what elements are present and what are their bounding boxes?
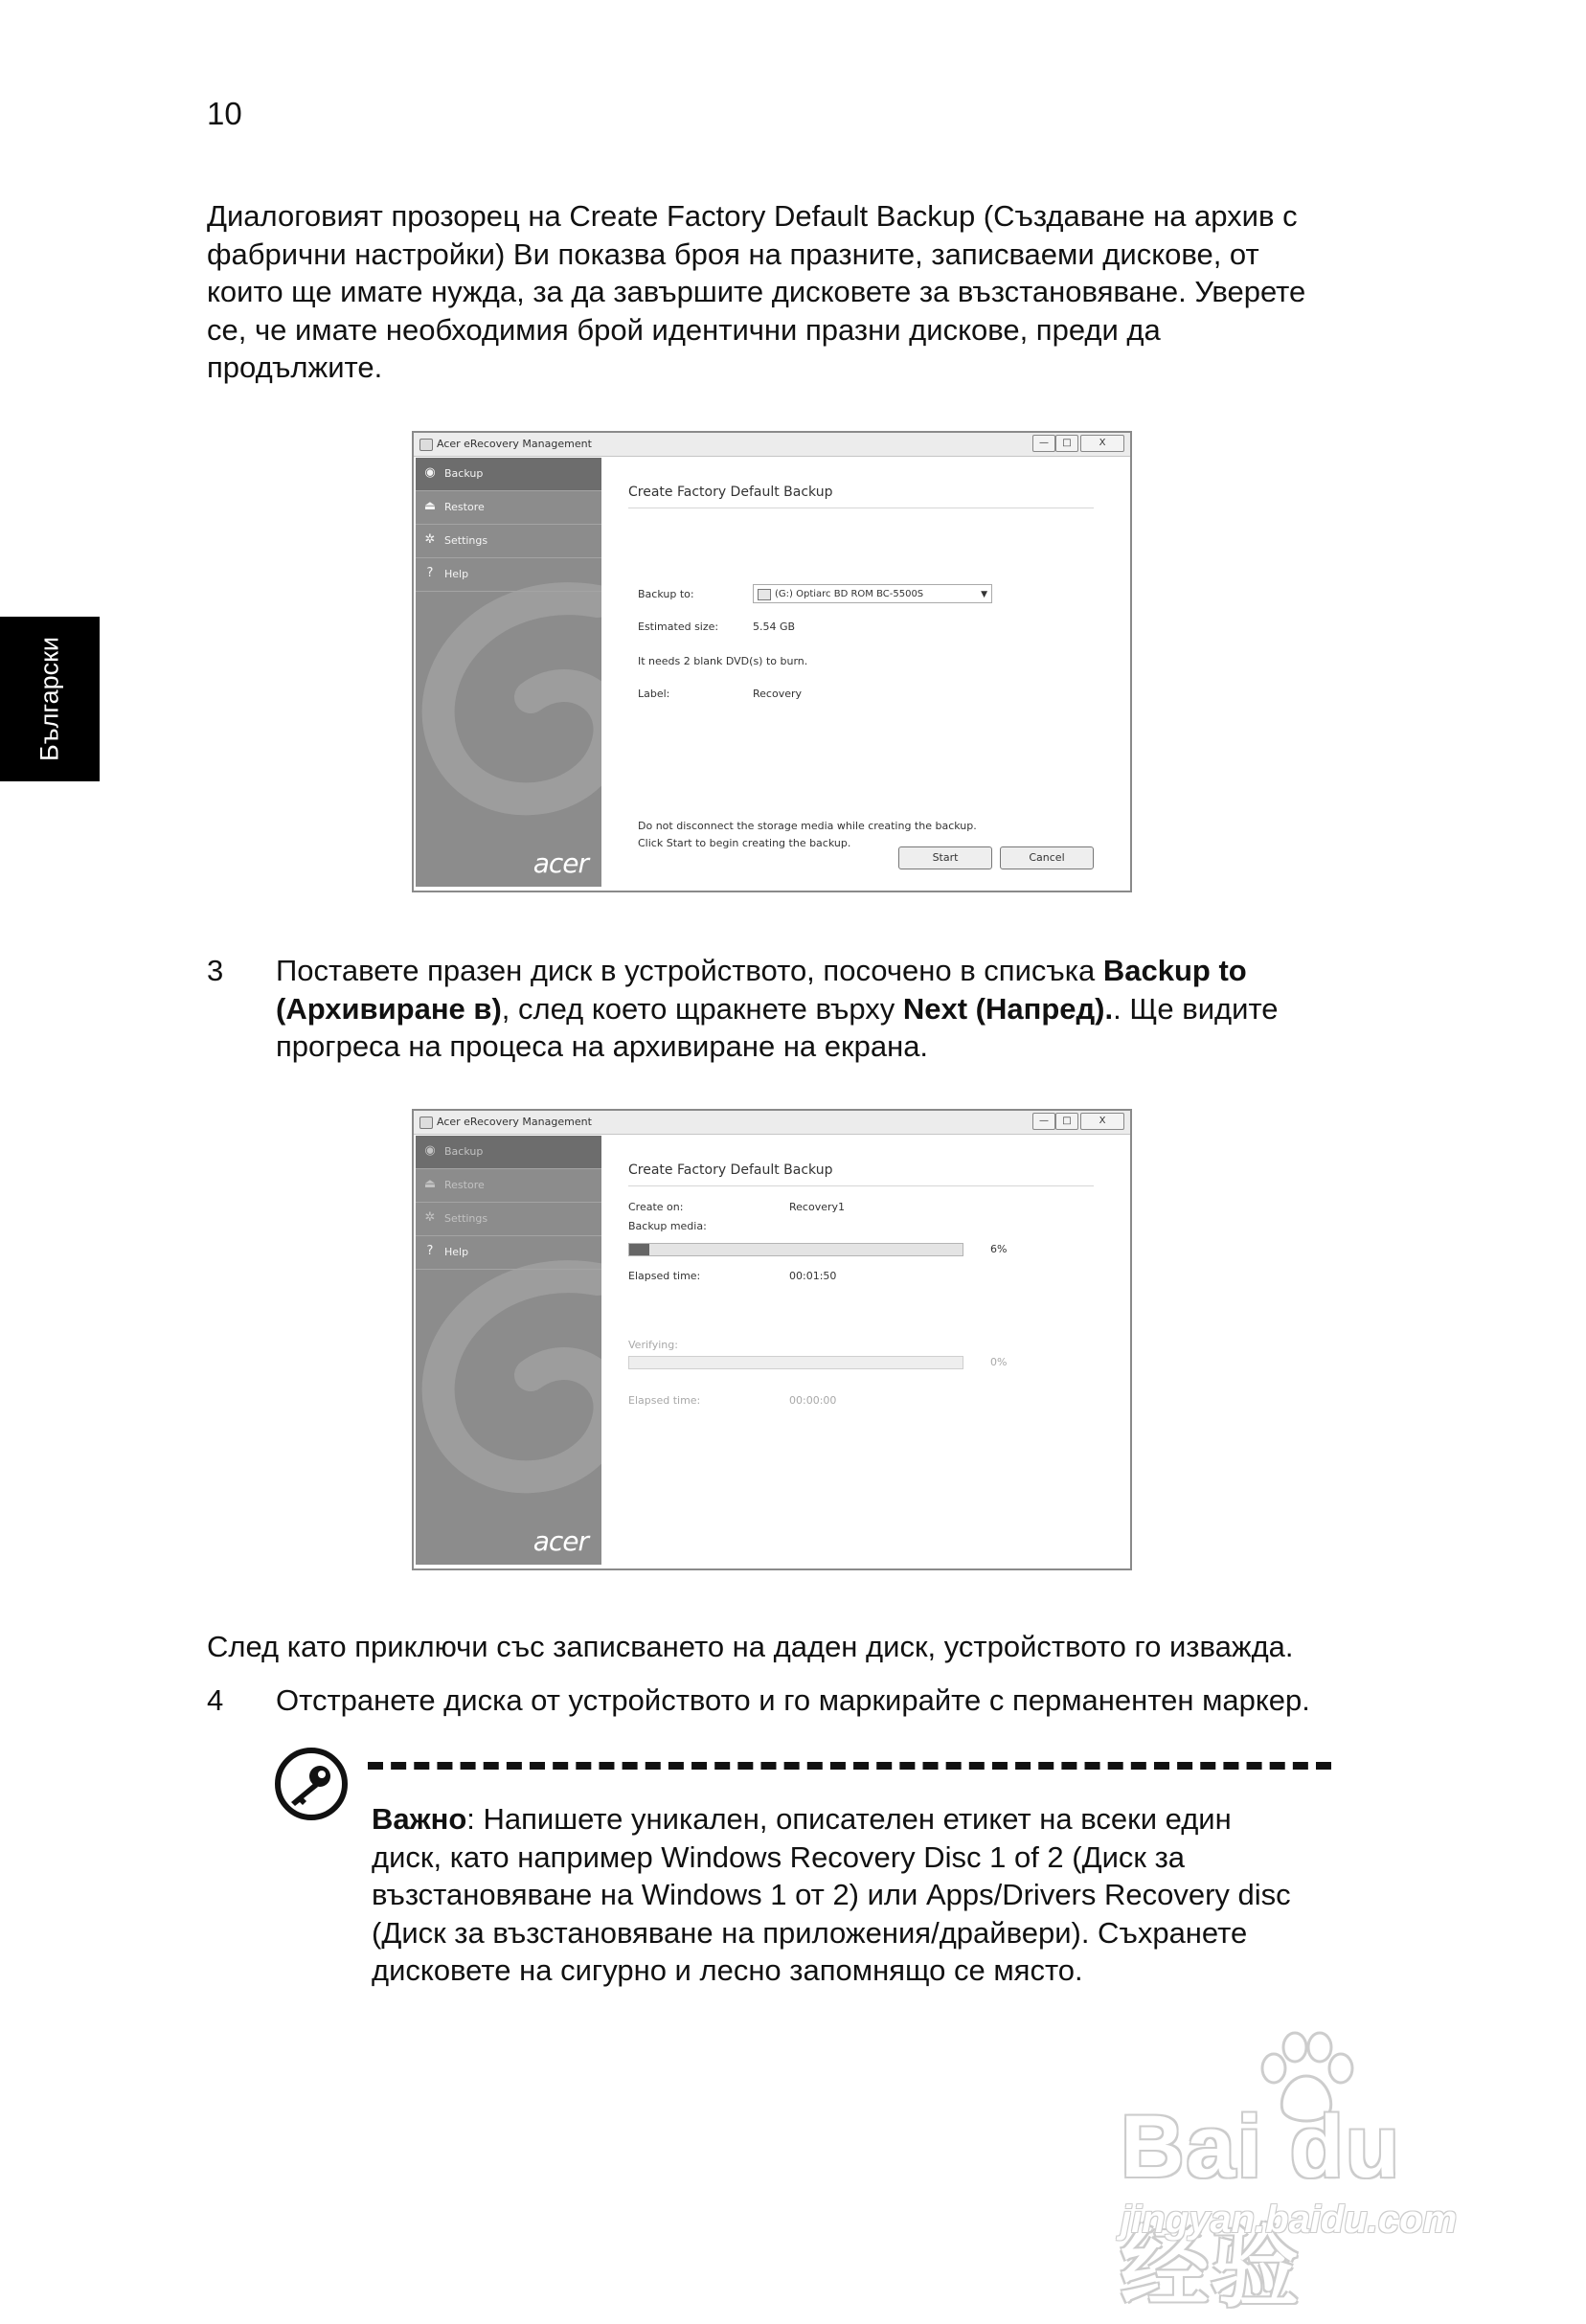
help-icon: ? bbox=[426, 566, 434, 580]
watermark-domain: jingyan.baidu.com bbox=[1121, 2199, 1458, 2241]
acer-swirl-decoration bbox=[416, 563, 601, 869]
notice-line-1: Do not disconnect the storage media while creating the backup. bbox=[638, 820, 977, 832]
sidebar-item-settings[interactable] bbox=[416, 1203, 601, 1236]
step-number: 3 bbox=[207, 954, 224, 987]
sidebar bbox=[416, 1136, 601, 1565]
watermark-brand: Bai du 经验 bbox=[1121, 2098, 1402, 2317]
heading-divider bbox=[628, 1185, 1094, 1186]
window-title: Acer eRecovery Management bbox=[437, 438, 592, 450]
important-note bbox=[372, 1800, 1368, 1990]
elapsed-time-2-value: 00:00:00 bbox=[789, 1394, 837, 1407]
verifying-label: Verifying: bbox=[628, 1339, 678, 1351]
gear-icon: ✲ bbox=[424, 1210, 436, 1225]
label-value: Recovery bbox=[753, 688, 803, 700]
backup-icon: ◉ bbox=[424, 1143, 436, 1158]
content-heading: Create Factory Default Backup bbox=[628, 1162, 833, 1178]
step-3-text bbox=[276, 952, 1414, 1066]
sidebar-item-restore[interactable] bbox=[416, 1169, 601, 1203]
step-3-text-part: Поставете празен диск в устройството, посочено в списъка bbox=[276, 954, 1103, 987]
sidebar-item-backup[interactable] bbox=[416, 458, 601, 491]
sidebar-item-label: Help bbox=[444, 568, 469, 580]
create-on-value: Recovery1 bbox=[789, 1201, 846, 1213]
sidebar-item-label: Settings bbox=[444, 1212, 488, 1225]
estimated-size-value: 5.54 GB bbox=[753, 620, 796, 633]
gear-icon: ✲ bbox=[424, 532, 436, 547]
intro-paragraph bbox=[207, 197, 1366, 387]
step-3-line-2 bbox=[276, 990, 1414, 1028]
note-line-5: дисковете на сигурно и лесно запомнящо се място. bbox=[372, 1953, 1083, 1987]
note-line-1 bbox=[372, 1800, 1368, 1839]
minimize-button[interactable]: — bbox=[1032, 1113, 1055, 1130]
page-number: 10 bbox=[207, 96, 242, 131]
backup-icon: ◉ bbox=[424, 465, 436, 480]
step-3 bbox=[207, 952, 1414, 1066]
step-3-text-part: , след което щракнете върху bbox=[501, 991, 903, 1026]
step-3-text-part: . Ще видите bbox=[1113, 991, 1279, 1026]
sidebar-item-backup[interactable] bbox=[416, 1136, 601, 1169]
screenshot-backup-progress-window bbox=[412, 1109, 1132, 1570]
step-number: 4 bbox=[207, 1683, 224, 1717]
note-line-2: диск, като например Windows Recovery Disc 1 of 2 (Диск за bbox=[372, 1839, 1186, 1874]
elapsed-time-label: Elapsed time: bbox=[628, 1270, 701, 1282]
verify-percent: 0% bbox=[990, 1356, 1008, 1368]
step-3-line-3: прогреса на процеса на архивиране на екрана. bbox=[276, 1029, 929, 1063]
backup-to-value: (G:) Optiarc BD ROM BC-5500S bbox=[775, 589, 924, 599]
notice-line-2: Click Start to begin creating the backup. bbox=[638, 837, 851, 849]
step-4 bbox=[207, 1681, 1452, 1720]
backup-progress-fill bbox=[629, 1244, 649, 1255]
step-3-bold-backup-to: Backup to bbox=[1102, 954, 1247, 987]
note-line-3: възстановяване на Windows 1 от 2) или Apps/Drivers Recovery disc bbox=[372, 1878, 1291, 1911]
minimize-button[interactable]: — bbox=[1032, 435, 1055, 452]
close-button[interactable]: X bbox=[1080, 435, 1124, 452]
cancel-button[interactable]: Cancel bbox=[1000, 846, 1094, 869]
help-icon: ? bbox=[426, 1244, 434, 1258]
start-button[interactable]: Start bbox=[898, 846, 992, 869]
elapsed-time-2-label: Elapsed time: bbox=[628, 1394, 701, 1407]
after-write-paragraph: След като приключи със записването на даден диск, устройството го изважда. bbox=[207, 1630, 1294, 1663]
main-content bbox=[601, 458, 1130, 891]
maximize-button[interactable]: □ bbox=[1055, 1113, 1078, 1130]
sidebar-item-label: Restore bbox=[444, 501, 485, 513]
app-icon bbox=[419, 1117, 433, 1129]
verify-progress-bar bbox=[628, 1356, 963, 1369]
intro-line-4: се, че имате необходимия брой идентични празни дискове, преди да bbox=[207, 312, 1161, 347]
baidu-watermark bbox=[1101, 2030, 1504, 2317]
restore-icon: ⏏ bbox=[423, 499, 437, 513]
backup-progress-bar bbox=[628, 1243, 963, 1256]
sidebar-item-label: Backup bbox=[444, 1145, 484, 1158]
intro-line-1: Диалоговият прозорец на Create Factory Default Backup (Създаване на архив с bbox=[207, 199, 1298, 233]
sidebar-item-help[interactable] bbox=[416, 558, 601, 592]
acer-logo: acer bbox=[532, 1525, 588, 1557]
intro-line-3: които ще имате нужда, за да завършите дисковете за възстановяване. Уверете bbox=[207, 275, 1306, 308]
label-label: Label: bbox=[638, 688, 670, 700]
language-side-tab-label: Български bbox=[34, 636, 64, 762]
restore-icon: ⏏ bbox=[423, 1177, 437, 1191]
sidebar-item-label: Backup bbox=[444, 467, 484, 480]
backup-to-select[interactable] bbox=[753, 584, 992, 603]
window-titlebar bbox=[414, 1111, 1130, 1135]
acer-logo: acer bbox=[532, 847, 588, 879]
language-side-tab bbox=[0, 617, 100, 781]
backup-percent: 6% bbox=[990, 1243, 1008, 1255]
maximize-button[interactable]: □ bbox=[1055, 435, 1078, 452]
app-icon bbox=[419, 439, 433, 451]
sidebar-item-restore[interactable] bbox=[416, 491, 601, 525]
backup-media-label: Backup media: bbox=[628, 1220, 707, 1232]
window-title: Acer eRecovery Management bbox=[437, 1116, 592, 1128]
drive-icon bbox=[758, 589, 771, 600]
create-on-label: Create on: bbox=[628, 1201, 684, 1213]
intro-line-5: продължите. bbox=[207, 350, 383, 384]
note-text-part: : Напишете уникален, описателен етикет на всеки един bbox=[466, 1802, 1232, 1836]
step-3-bold-archive-to: (Архивиране в) bbox=[276, 991, 502, 1026]
sidebar-item-help[interactable] bbox=[416, 1236, 601, 1270]
intro-line-2: фабрични настройки) Ви показва броя на празните, записваеми дискове, от bbox=[207, 237, 1259, 271]
close-button[interactable]: X bbox=[1080, 1113, 1124, 1130]
sidebar-item-label: Settings bbox=[444, 534, 488, 547]
backup-to-label: Backup to: bbox=[638, 588, 694, 600]
note-dashed-divider bbox=[368, 1762, 1331, 1770]
estimated-size-label: Estimated size: bbox=[638, 620, 719, 633]
needs-blank-discs-text: It needs 2 blank DVD(s) to burn. bbox=[638, 655, 808, 667]
sidebar-item-settings[interactable] bbox=[416, 525, 601, 558]
chevron-down-icon: ▼ bbox=[981, 590, 987, 599]
sidebar-item-label: Restore bbox=[444, 1179, 485, 1191]
sidebar bbox=[416, 458, 601, 887]
acer-swirl-decoration bbox=[416, 1241, 601, 1547]
step-3-bold-next: Next (Напред). bbox=[902, 991, 1114, 1026]
step-4-text: Отстранете диска от устройството и го маркирайте с перманентен маркер. bbox=[276, 1683, 1310, 1717]
elapsed-time-value: 00:01:50 bbox=[789, 1270, 837, 1282]
content-heading: Create Factory Default Backup bbox=[628, 485, 833, 500]
note-line-4: (Диск за възстановяване на приложения/драйвери). Съхранете bbox=[372, 1915, 1248, 1950]
main-content bbox=[601, 1136, 1130, 1568]
window-titlebar bbox=[414, 433, 1130, 457]
note-bold-important: Важно bbox=[372, 1802, 467, 1836]
screenshot-create-backup-window bbox=[412, 431, 1132, 892]
sidebar-item-label: Help bbox=[444, 1246, 469, 1258]
key-icon bbox=[274, 1747, 349, 1821]
step-3-line-1 bbox=[276, 952, 1414, 990]
